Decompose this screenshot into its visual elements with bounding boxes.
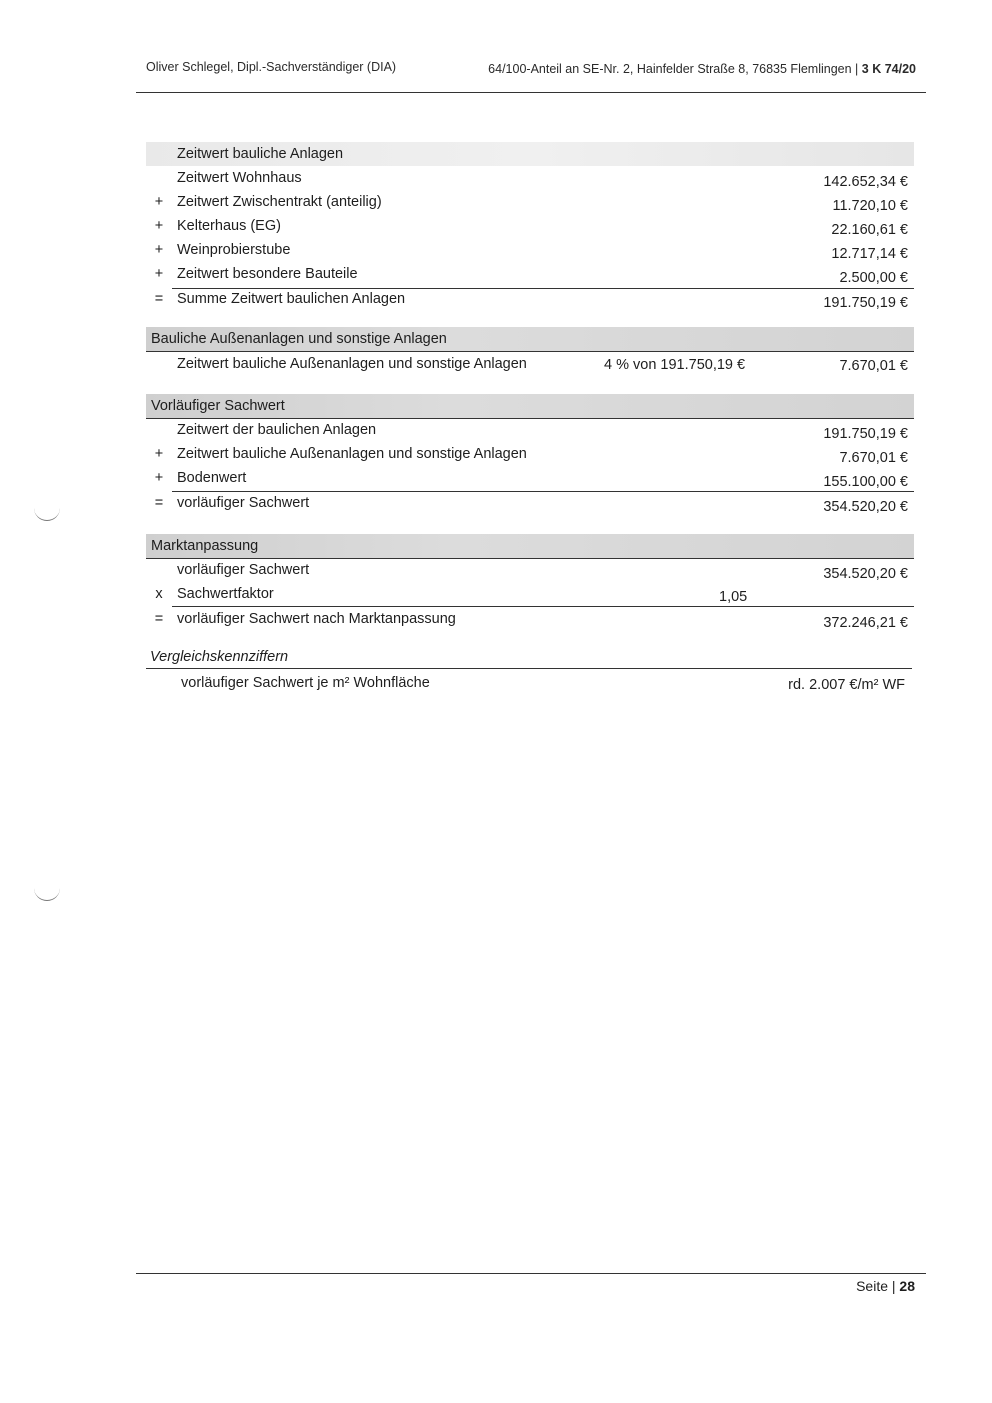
- sum-divider: [172, 288, 914, 289]
- row-value: 7.670,01 €: [839, 450, 908, 466]
- table-row: [146, 170, 914, 194]
- row-label: Sachwertfaktor: [177, 586, 274, 602]
- row-value: 191.750,19 €: [823, 426, 908, 442]
- punch-hole-mark: [34, 508, 60, 521]
- table-row: [146, 218, 914, 242]
- row-label: Kelterhaus (EG): [177, 218, 281, 234]
- row-value: 2.500,00 €: [839, 270, 908, 286]
- row-label: Zeitwert bauliche Außenanlagen und sonstige Anlagen: [177, 356, 527, 372]
- header-author: Oliver Schlegel, Dipl.-Sachverständiger (DIA): [146, 60, 397, 74]
- header-rule: [136, 92, 926, 93]
- table-row: [146, 356, 914, 380]
- header-reference: [488, 62, 916, 76]
- row-operator: =: [154, 291, 164, 307]
- row-label: Zeitwert der baulichen Anlagen: [177, 422, 377, 438]
- row-operator: =: [154, 611, 164, 627]
- row-factor: 1,05: [719, 589, 748, 605]
- table-row-total: [146, 495, 914, 519]
- section-title: Zeitwert bauliche Anlagen: [177, 146, 344, 162]
- row-label: Summe Zeitwert baulichen Anlagen: [177, 291, 406, 307]
- row-label: Weinprobierstube: [177, 242, 291, 258]
- table-row-total: [146, 611, 914, 635]
- header-property: 64/100-Anteil an SE-Nr. 2, Hainfelder Straße 8, 76835 Flemlingen |: [488, 62, 859, 76]
- page-number: 28: [899, 1278, 915, 1294]
- row-operator: =: [154, 495, 164, 511]
- section-title: Vergleichskennziffern: [150, 649, 289, 665]
- table-row-total: [146, 291, 914, 315]
- section-band-rule: [146, 418, 914, 419]
- row-operator: +: [154, 470, 164, 486]
- table-row: [146, 266, 914, 290]
- row-value: 191.750,19 €: [823, 295, 908, 311]
- row-value: 155.100,00 €: [823, 474, 908, 490]
- row-label: Zeitwert bauliche Außenanlagen und sonstige Anlagen: [177, 446, 527, 462]
- section-title: Marktanpassung: [151, 538, 259, 554]
- section-band-rule: [146, 558, 914, 559]
- row-value: 372.246,21 €: [823, 615, 908, 631]
- section-title: Bauliche Außenanlagen und sonstige Anlagen: [151, 331, 447, 347]
- row-operator: +: [154, 446, 164, 462]
- row-label: vorläufiger Sachwert je m² Wohnfläche: [181, 675, 430, 691]
- row-operator: +: [154, 266, 164, 282]
- row-value: 22.160,61 €: [831, 222, 908, 238]
- row-label: Zeitwert besondere Bauteile: [177, 266, 358, 282]
- sum-divider: [172, 491, 914, 492]
- row-label: vorläufiger Sachwert: [177, 562, 310, 578]
- row-value: 354.520,20 €: [823, 566, 908, 582]
- section-band: [146, 534, 914, 558]
- row-value: 142.652,34 €: [823, 174, 908, 190]
- footer-rule: [136, 1273, 926, 1274]
- header-case-number: 3 K 74/20: [861, 62, 916, 76]
- row-value: 354.520,20 €: [823, 499, 908, 515]
- table-row: [146, 242, 914, 266]
- page-label: Seite |: [856, 1278, 896, 1294]
- row-basis: 4 % von 191.750,19 €: [604, 357, 746, 373]
- sum-divider: [172, 606, 914, 607]
- section-band-rule: [146, 351, 914, 352]
- row-operator: x: [155, 586, 163, 602]
- table-row: [146, 194, 914, 218]
- row-label: Zeitwert Zwischentrakt (anteilig): [177, 194, 382, 210]
- row-value: rd. 2.007 €/m² WF: [788, 677, 905, 693]
- table-row: [146, 446, 914, 470]
- table-row: [146, 675, 914, 699]
- row-value: 7.670,01 €: [839, 358, 908, 374]
- table-row: [146, 562, 914, 586]
- row-value: 11.720,10 €: [832, 198, 908, 214]
- table-row: [146, 422, 914, 446]
- row-label: vorläufiger Sachwert nach Marktanpassung: [177, 611, 456, 627]
- section-rule: [146, 668, 912, 669]
- row-operator: +: [154, 218, 164, 234]
- row-operator: +: [154, 242, 164, 258]
- row-label: Bodenwert: [177, 470, 247, 486]
- row-value: 12.717,14 €: [831, 246, 908, 262]
- punch-hole-mark: [34, 888, 60, 901]
- row-label: vorläufiger Sachwert: [177, 495, 310, 511]
- row-label: Zeitwert Wohnhaus: [177, 170, 302, 186]
- row-operator: +: [154, 194, 164, 210]
- section-title: Vorläufiger Sachwert: [151, 398, 285, 414]
- page-footer: [856, 1278, 915, 1294]
